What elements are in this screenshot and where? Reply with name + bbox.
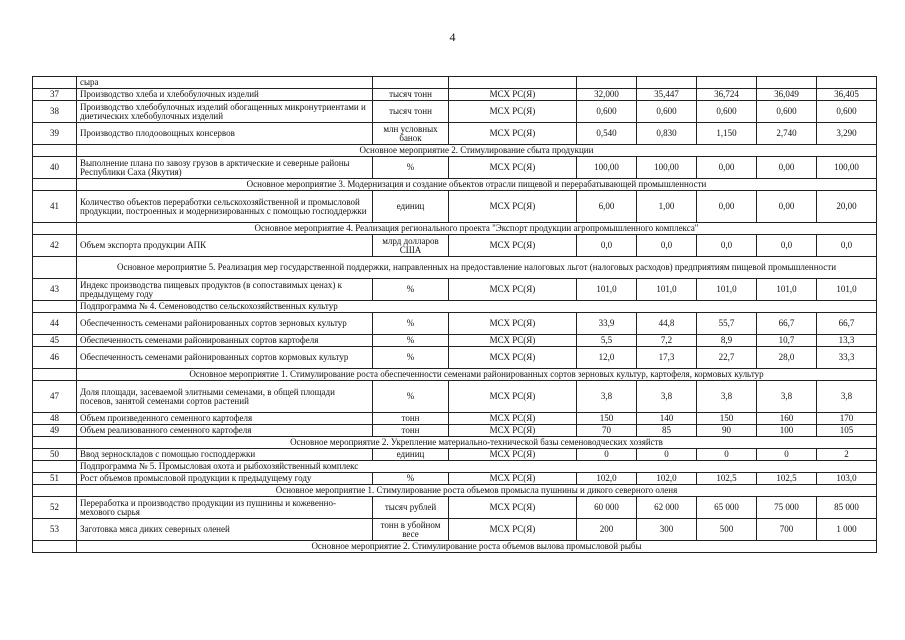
table-row [33, 497, 877, 519]
value-cell: 3,8 [637, 381, 697, 413]
value-cell: 0,830 [637, 123, 697, 145]
value-cell: 1 000 [817, 519, 877, 541]
value-cell: 90 [697, 425, 757, 437]
unit-cell: % [373, 473, 449, 485]
value-cell: 36,405 [817, 89, 877, 101]
value-cell: 101,0 [817, 279, 877, 301]
indicator-name-cell: Ввод зерноскладов с помощью господдержки [77, 449, 373, 461]
value-cell: 101,0 [757, 279, 817, 301]
value-cell: 700 [757, 519, 817, 541]
value-cell [817, 77, 877, 89]
value-cell: 2,740 [757, 123, 817, 145]
row-number-cell: 48 [33, 413, 77, 425]
section-title: Основное мероприятие 2. Стимулирование роста объемов вылова промысловой рыбы [77, 541, 877, 553]
executor-cell: МСХ РС(Я) [449, 191, 577, 223]
executor-cell: МСХ РС(Я) [449, 425, 577, 437]
value-cell: 0,600 [697, 101, 757, 123]
indicator-name-cell: Обеспеченность семенами районированных сортов картофеля [77, 335, 373, 347]
value-cell: 0,0 [637, 235, 697, 257]
unit-cell: % [373, 335, 449, 347]
table-row [33, 279, 877, 301]
value-cell: 0,0 [577, 235, 637, 257]
row-number-cell: 43 [33, 279, 77, 301]
empty-number-cell [33, 485, 77, 497]
table-row [33, 449, 877, 461]
executor-cell: МСХ РС(Я) [449, 101, 577, 123]
indicator-name-cell: Заготовка мяса диких северных оленей [77, 519, 373, 541]
value-cell: 66,7 [757, 313, 817, 335]
executor-cell: МСХ РС(Я) [449, 123, 577, 145]
value-cell: 100,00 [637, 157, 697, 179]
executor-cell [449, 77, 577, 89]
indicator-name-cell: Рост объемов промысловой продукции к предыдущему году [77, 473, 373, 485]
row-number-cell: 38 [33, 101, 77, 123]
row-number-cell: 47 [33, 381, 77, 413]
value-cell: 12,0 [577, 347, 637, 369]
executor-cell: МСХ РС(Я) [449, 279, 577, 301]
value-cell: 28,0 [757, 347, 817, 369]
value-cell: 150 [697, 413, 757, 425]
row-number-cell: 52 [33, 497, 77, 519]
value-cell: 65 000 [697, 497, 757, 519]
value-cell: 60 000 [577, 497, 637, 519]
value-cell: 6,00 [577, 191, 637, 223]
value-cell: 3,8 [757, 381, 817, 413]
table-row [33, 413, 877, 425]
empty-number-cell [33, 541, 77, 553]
row-number-cell: 45 [33, 335, 77, 347]
value-cell: 101,0 [577, 279, 637, 301]
table-row [33, 335, 877, 347]
value-cell [577, 77, 637, 89]
value-cell: 75 000 [757, 497, 817, 519]
value-cell: 102,0 [637, 473, 697, 485]
value-cell: 140 [637, 413, 697, 425]
row-number-cell: 49 [33, 425, 77, 437]
unit-cell: тысяч рублей [373, 497, 449, 519]
unit-cell: тысяч тонн [373, 89, 449, 101]
value-cell: 44,8 [637, 313, 697, 335]
unit-cell: млн условных банок [373, 123, 449, 145]
table-row [33, 425, 877, 437]
table-row [33, 77, 877, 89]
value-cell: 62 000 [637, 497, 697, 519]
section-row [33, 437, 877, 449]
unit-cell: тысяч тонн [373, 101, 449, 123]
unit-cell: млрд долларов США [373, 235, 449, 257]
table-row [33, 191, 877, 223]
value-cell: 0 [697, 449, 757, 461]
executor-cell: МСХ РС(Я) [449, 335, 577, 347]
unit-cell: тонн в убойном весе [373, 519, 449, 541]
value-cell: 150 [577, 413, 637, 425]
unit-cell: тонн [373, 425, 449, 437]
table-row [33, 123, 877, 145]
table-row [33, 157, 877, 179]
value-cell: 0,600 [757, 101, 817, 123]
row-number-cell: 39 [33, 123, 77, 145]
value-cell: 2 [817, 449, 877, 461]
value-cell: 103,0 [817, 473, 877, 485]
executor-cell: МСХ РС(Я) [449, 473, 577, 485]
value-cell: 102,5 [697, 473, 757, 485]
subprogram-row [33, 461, 877, 473]
value-cell: 33,9 [577, 313, 637, 335]
table-row [33, 519, 877, 541]
value-cell: 0,600 [577, 101, 637, 123]
unit-cell: % [373, 347, 449, 369]
executor-cell: МСХ РС(Я) [449, 89, 577, 101]
value-cell: 100 [757, 425, 817, 437]
executor-cell: МСХ РС(Я) [449, 313, 577, 335]
indicator-name-cell: Производство хлеба и хлебобулочных изделий [77, 89, 373, 101]
value-cell: 170 [817, 413, 877, 425]
value-cell: 0 [577, 449, 637, 461]
empty-number-cell [33, 301, 77, 313]
indicator-name-cell: Выполнение плана по завозу грузов в арктические и северные районы Республики Саха (Якутия) [77, 157, 373, 179]
value-cell: 17,3 [637, 347, 697, 369]
table-row [33, 347, 877, 369]
value-cell: 35,447 [637, 89, 697, 101]
value-cell: 5,5 [577, 335, 637, 347]
row-number-cell: 53 [33, 519, 77, 541]
indicator-name-cell: Объем реализованного семенного картофеля [77, 425, 373, 437]
empty-number-cell [33, 145, 77, 157]
executor-cell: МСХ РС(Я) [449, 157, 577, 179]
value-cell: 160 [757, 413, 817, 425]
empty-number-cell [33, 179, 77, 191]
row-number-cell: 51 [33, 473, 77, 485]
empty-number-cell [33, 437, 77, 449]
section-row [33, 223, 877, 235]
table-row [33, 473, 877, 485]
value-cell: 36,724 [697, 89, 757, 101]
value-cell: 55,7 [697, 313, 757, 335]
section-title: Основное мероприятие 5. Реализация мер государственной поддержки, направленных на предоставление налоговых льгот (налоговых расходов) предприятиям пищевой промышленности [77, 257, 877, 279]
table-row [33, 89, 877, 101]
value-cell: 0,00 [697, 191, 757, 223]
value-cell: 0,600 [637, 101, 697, 123]
value-cell: 3,290 [817, 123, 877, 145]
value-cell: 3,8 [697, 381, 757, 413]
value-cell: 70 [577, 425, 637, 437]
indicator-name-cell: Переработка и производство продукции из пушнины и кожевенно-мехового сырья [77, 497, 373, 519]
value-cell: 101,0 [637, 279, 697, 301]
executor-cell: МСХ РС(Я) [449, 449, 577, 461]
value-cell: 0,00 [697, 157, 757, 179]
indicator-name-cell: Производство плодоовощных консервов [77, 123, 373, 145]
value-cell: 33,3 [817, 347, 877, 369]
indicator-name-cell: Обеспеченность семенами районированных сортов кормовых культур [77, 347, 373, 369]
unit-cell: % [373, 313, 449, 335]
value-cell: 3,8 [577, 381, 637, 413]
row-number-cell: 40 [33, 157, 77, 179]
value-cell: 32,000 [577, 89, 637, 101]
table-row [33, 313, 877, 335]
value-cell: 20,00 [817, 191, 877, 223]
indicators-table [32, 76, 877, 553]
page-number: 4 [449, 30, 456, 44]
value-cell: 100,00 [817, 157, 877, 179]
subprogram-title: Подпрограмма № 4. Семеноводство сельскохозяйственных культур [77, 301, 877, 313]
value-cell: 66,7 [817, 313, 877, 335]
value-cell: 1,00 [637, 191, 697, 223]
section-row [33, 485, 877, 497]
value-cell: 0 [757, 449, 817, 461]
indicator-name-cell: Индекс производства пищевых продуктов (в сопоставимых ценах) к предыдущему году [77, 279, 373, 301]
unit-cell: единиц [373, 191, 449, 223]
row-number-cell: 50 [33, 449, 77, 461]
value-cell: 100,00 [577, 157, 637, 179]
section-title: Основное мероприятие 2. Стимулирование сбыта продукции [77, 145, 877, 157]
value-cell: 22,7 [697, 347, 757, 369]
table-row [33, 235, 877, 257]
unit-cell: % [373, 381, 449, 413]
value-cell: 0,600 [817, 101, 877, 123]
row-number-cell: 46 [33, 347, 77, 369]
value-cell: 0 [637, 449, 697, 461]
section-title: Основное мероприятие 1. Стимулирование роста объемов промысла пушнины и дикого северного оленя [77, 485, 877, 497]
row-number-cell: 42 [33, 235, 77, 257]
value-cell [757, 77, 817, 89]
value-cell: 500 [697, 519, 757, 541]
value-cell: 101,0 [697, 279, 757, 301]
subprogram-title: Подпрограмма № 5. Промысловая охота и рыбохозяйственный комплекс [77, 461, 877, 473]
unit-cell: % [373, 279, 449, 301]
section-title: Основное мероприятие 2. Укрепление материально-технической базы семеноводческих хозяйств [77, 437, 877, 449]
section-title: Основное мероприятие 3. Модернизация и создание объектов отрасли пищевой и перерабатывающей промышленности [77, 179, 877, 191]
indicator-name-cell: Обеспеченность семенами районированных сортов зерновых культур [77, 313, 373, 335]
value-cell [637, 77, 697, 89]
value-cell: 8,9 [697, 335, 757, 347]
value-cell: 102,5 [757, 473, 817, 485]
subprogram-row [33, 301, 877, 313]
unit-cell [373, 77, 449, 89]
value-cell: 0,0 [757, 235, 817, 257]
executor-cell: МСХ РС(Я) [449, 347, 577, 369]
value-cell: 200 [577, 519, 637, 541]
value-cell: 85 [637, 425, 697, 437]
section-row [33, 369, 877, 381]
section-row [33, 541, 877, 553]
row-number-cell [33, 77, 77, 89]
value-cell: 7,2 [637, 335, 697, 347]
section-title: Основное мероприятие 4. Реализация регионального проекта "Экспорт продукции агропромышленного комплекса" [77, 223, 877, 235]
value-cell: 85 000 [817, 497, 877, 519]
value-cell: 0,0 [697, 235, 757, 257]
value-cell: 105 [817, 425, 877, 437]
value-cell: 0,00 [757, 157, 817, 179]
indicator-name-cell: Производство хлебобулочных изделий обогащенных микронутриентами и диетических хлебобулочных изделий [77, 101, 373, 123]
empty-number-cell [33, 223, 77, 235]
table-row [33, 381, 877, 413]
indicator-name-cell: Объем экспорта продукции АПК [77, 235, 373, 257]
row-number-cell: 41 [33, 191, 77, 223]
value-cell: 13,3 [817, 335, 877, 347]
value-cell: 1,150 [697, 123, 757, 145]
value-cell: 102,0 [577, 473, 637, 485]
executor-cell: МСХ РС(Я) [449, 413, 577, 425]
value-cell: 36,049 [757, 89, 817, 101]
value-cell: 0,0 [817, 235, 877, 257]
empty-number-cell [33, 461, 77, 473]
row-number-cell: 37 [33, 89, 77, 101]
row-number-cell: 44 [33, 313, 77, 335]
indicator-name-cell: Объем произведенного семенного картофеля [77, 413, 373, 425]
section-row [33, 257, 877, 279]
value-cell [697, 77, 757, 89]
value-cell: 0,540 [577, 123, 637, 145]
indicator-name-cell: Доля площади, засеваемой элитными семенами, в общей площади посевов, занятой семенами сортов растений [77, 381, 373, 413]
unit-cell: тонн [373, 413, 449, 425]
executor-cell: МСХ РС(Я) [449, 519, 577, 541]
value-cell: 10,7 [757, 335, 817, 347]
value-cell: 0,00 [757, 191, 817, 223]
empty-number-cell [33, 369, 77, 381]
section-row [33, 179, 877, 191]
indicator-name-cell: сыра [77, 77, 373, 89]
table-row [33, 101, 877, 123]
section-row [33, 145, 877, 157]
executor-cell: МСХ РС(Я) [449, 381, 577, 413]
value-cell: 3,8 [817, 381, 877, 413]
section-title: Основное мероприятие 1. Стимулирование роста обеспеченности семенами районированных сортов зерновых культур, картофеля, кормовых культур [77, 369, 877, 381]
unit-cell: % [373, 157, 449, 179]
executor-cell: МСХ РС(Я) [449, 235, 577, 257]
indicator-name-cell: Количество объектов переработки сельскохозяйственной и промысловой продукции, построенных и модернизированных с помощью господдержки [77, 191, 373, 223]
unit-cell: единиц [373, 449, 449, 461]
value-cell: 300 [637, 519, 697, 541]
executor-cell: МСХ РС(Я) [449, 497, 577, 519]
empty-number-cell [33, 257, 77, 279]
